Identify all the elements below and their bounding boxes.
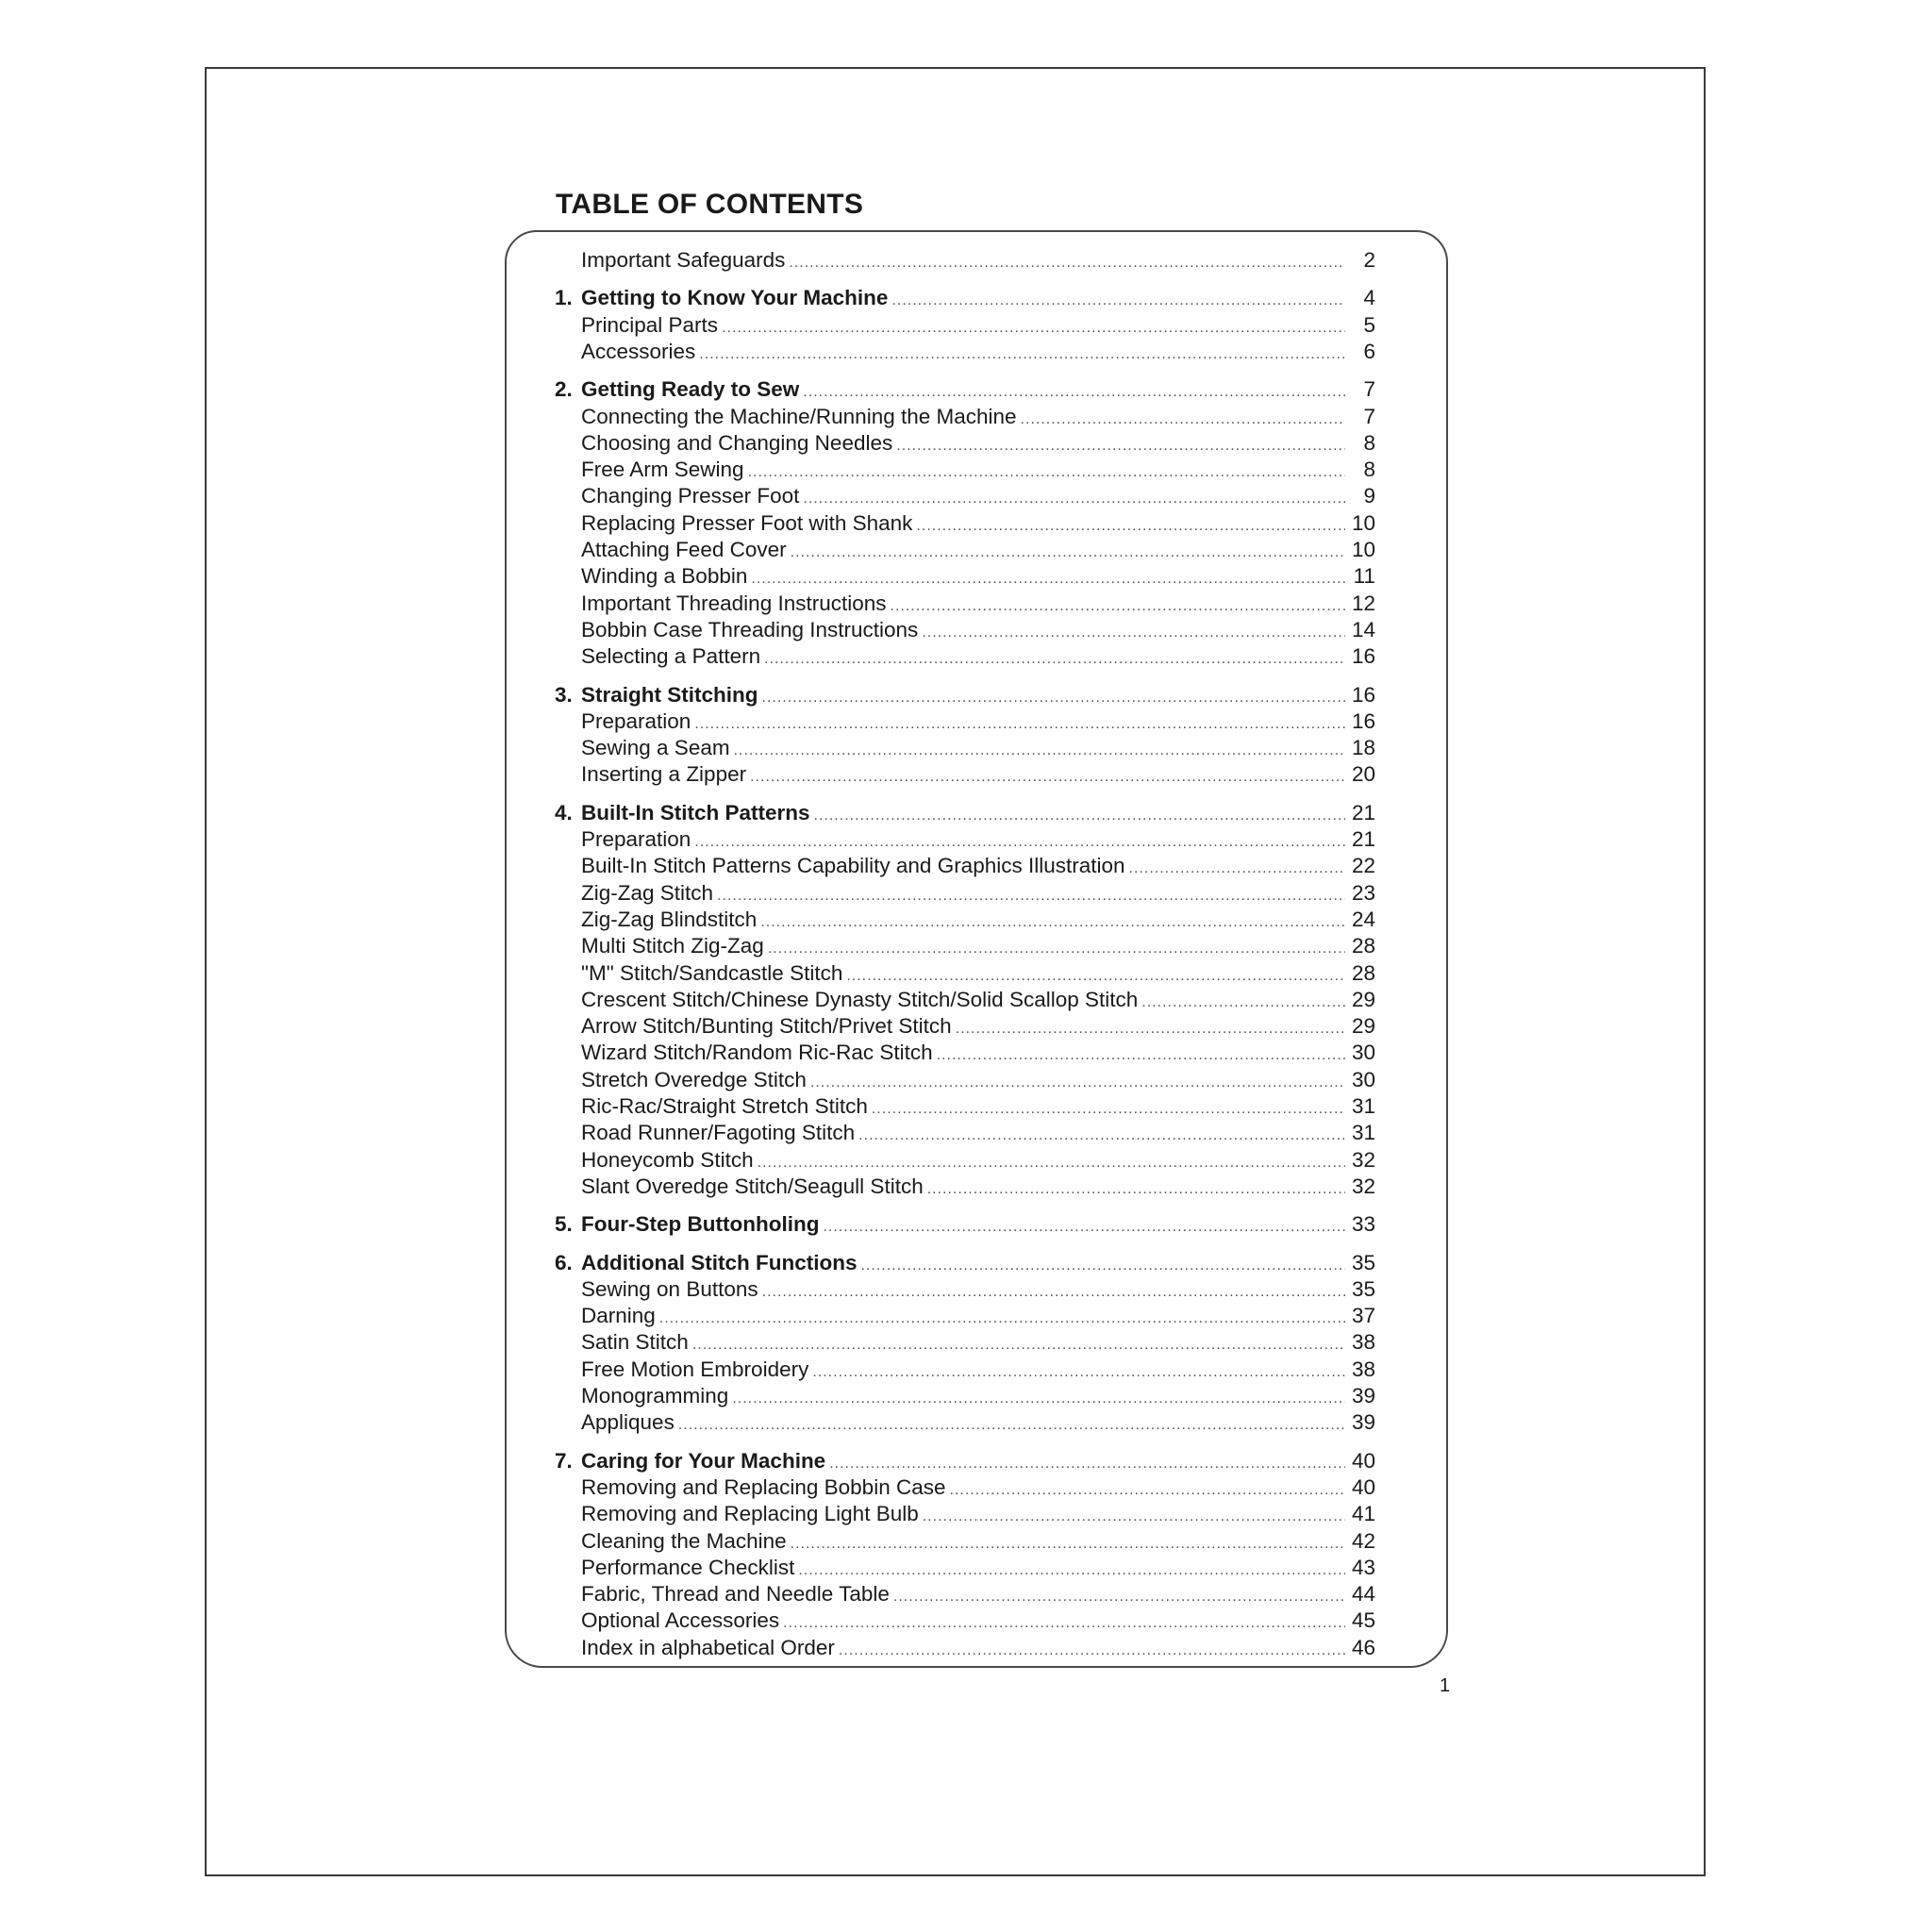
dot-leader [927,1176,1345,1203]
dot-leader [783,1610,1345,1637]
dot-leader [798,1557,1345,1584]
dot-leader [694,829,1345,856]
toc-chapter-number: 7. [555,1448,573,1473]
toc-page-number: 35 [1351,1250,1375,1274]
toc-page-number: 38 [1351,1330,1375,1355]
toc-entry-title: Wizard Stitch/Random Ric-Rac Stitch [581,1041,933,1065]
toc-entry-title: Preparation [581,708,691,733]
toc-entry-row [555,1329,1375,1356]
dot-leader [810,1070,1345,1096]
toc-page-number: 9 [1363,484,1375,508]
toc-entry-row [555,312,1375,339]
toc-entry-title: Performance Checklist [581,1555,795,1579]
toc-chapter-row [555,376,1375,403]
dot-leader [748,459,1345,486]
toc-entry-title: Sewing on Buttons [581,1276,758,1301]
toc-entry-title: Index in alphabetical Order [581,1635,835,1659]
toc-page-number: 5 [1363,312,1375,337]
toc-entry-title: Honeycomb Stitch [581,1147,754,1172]
toc-chapter-number: 3. [555,682,573,707]
toc-page-number: 44 [1351,1582,1375,1607]
toc-page-number: 8 [1363,430,1375,455]
toc-page-number: 6 [1363,339,1375,363]
toc-entry-title: Crescent Stitch/Chinese Dynasty Stitch/Solid Scallop Stitch [581,987,1139,1011]
toc-chapter-title: Getting to Know Your Machine [581,286,889,310]
dot-leader [1141,990,1345,1016]
toc-entry-row [555,907,1375,933]
dot-leader [762,1279,1345,1306]
toc-entry-row [555,1276,1375,1303]
toc-title: TABLE OF CONTENTS [556,189,864,220]
toc-entry-title: Zig-Zag Blindstitch [581,907,758,931]
toc-entry-title: Attaching Feed Cover [581,538,787,561]
dot-leader [734,738,1345,764]
toc-page-number: 33 [1351,1212,1375,1237]
toc-page-number: 23 [1351,880,1375,905]
toc-entry-row [555,960,1375,987]
toc-chapter-title: Built-In Stitch Patterns [581,800,810,824]
toc-page-number: 35 [1351,1276,1375,1301]
toc-page-number: 39 [1351,1384,1375,1407]
dot-leader [839,1638,1345,1664]
dot-leader [803,379,1345,406]
toc-entry-title: Inserting a Zipper [581,762,747,787]
toc-entry-row [555,1635,1375,1661]
dot-leader [872,1096,1345,1123]
toc-entry-title: Optional Accessories [581,1608,780,1633]
toc-page-number: 22 [1351,854,1375,878]
toc-entry-row [555,563,1375,590]
toc-entry-row [555,987,1375,1013]
toc-entry-title: Preparation [581,827,691,851]
toc-page-number: 7 [1363,404,1375,428]
toc-chapter-title: Straight Stitching [581,682,758,707]
dot-leader [923,1504,1345,1530]
dot-leader [717,883,1345,909]
dot-leader [803,486,1345,512]
toc-entry-title: Built-In Stitch Patterns Capability and Graphics Illustration [581,854,1125,878]
toc-page-number: 41 [1351,1502,1375,1526]
toc-entry-row [555,643,1375,670]
toc-entry-row [555,1474,1375,1501]
toc-entry-title: Monogramming [581,1384,729,1407]
toc-chapter-number: 5. [555,1212,573,1237]
toc-entry-row [555,1093,1375,1120]
toc-entry-title: Principal Parts [581,312,719,337]
toc-entry-title: Removing and Replacing Bobbin Case [581,1474,946,1499]
toc-entry-row [555,591,1375,617]
toc-entry-row [555,708,1375,735]
dot-leader [956,1016,1345,1042]
toc-entry-title: Free Motion Embroidery [581,1357,809,1381]
toc-entry-row [555,483,1375,509]
toc-entry-title: Darning [581,1304,656,1328]
toc-entry-title: Fabric, Thread and Needle Table [581,1582,890,1607]
toc-chapter-number: 6. [555,1250,573,1274]
toc-page-number: 28 [1351,960,1375,985]
toc-entry-row [555,617,1375,643]
toc-page-number: 18 [1351,736,1375,760]
toc-page-number: 38 [1351,1357,1375,1381]
toc-page-number: 31 [1351,1094,1375,1118]
toc-entry-title: Accessories [581,339,696,363]
toc-chapter-title: Four-Step Buttonholing [581,1212,820,1237]
toc-chapter-row [555,682,1375,708]
toc-entry-title: Cleaning the Machine [581,1528,787,1553]
dot-leader [699,341,1345,368]
toc-chapter-row [555,1211,1375,1238]
dot-leader [922,620,1345,646]
toc-entry-row [555,853,1375,879]
toc-page-number: 40 [1351,1448,1375,1473]
toc-page-number: 20 [1351,762,1375,787]
toc-page-number: 29 [1351,987,1375,1011]
toc-page-number: 30 [1351,1067,1375,1091]
toc-entry-title: Appliques [581,1410,675,1435]
dot-leader [694,711,1345,738]
dot-leader [1021,407,1345,433]
dot-leader [891,288,1345,314]
toc-entry-title: Winding a Bobbin [581,564,748,589]
dot-leader [751,566,1345,592]
toc-chapter-row [555,1448,1375,1474]
toc-entry-row [555,537,1375,563]
toc-entry-row [555,1581,1375,1607]
dot-leader [678,1412,1345,1439]
dot-leader [860,1253,1345,1279]
toc-entry-row [555,1067,1375,1093]
toc-entry-title: Bobbin Case Threading Instructions [581,617,919,641]
toc-page-number: 32 [1351,1174,1375,1198]
toc-page-number: 24 [1351,907,1375,931]
toc-entry-row [555,1303,1375,1329]
dot-leader [812,1359,1345,1386]
toc-page-number: 32 [1351,1147,1375,1172]
toc-entry-row [555,1120,1375,1146]
toc-entry-row [555,880,1375,907]
dot-leader [760,909,1345,936]
toc-page-number: 28 [1351,934,1375,958]
toc-chapter-row [555,800,1375,826]
toc-page-number: 10 [1351,538,1375,561]
dot-leader [768,936,1345,962]
toc-entry-title: Slant Overedge Stitch/Seagull Stitch [581,1174,924,1198]
toc-entry-row [555,1528,1375,1555]
toc-chapter-row [555,1250,1375,1276]
toc-chapter-number: 1. [555,286,573,310]
toc-page-number: 8 [1363,458,1375,482]
toc-entry-row [555,457,1375,483]
toc-chapter-title: Getting Ready to Sew [581,377,800,402]
toc-entry-title: "M" Stitch/Sandcastle Stitch [581,960,843,985]
toc-page-number: 10 [1351,510,1375,535]
dot-leader [896,433,1345,459]
dot-leader [791,540,1345,566]
dot-leader [950,1477,1346,1504]
toc-entry-title: Removing and Replacing Light Bulb [581,1502,919,1526]
dot-leader [659,1306,1345,1332]
toc-page-number: 7 [1363,377,1375,402]
toc-page-number: 39 [1351,1410,1375,1435]
page-number: 1 [1440,1675,1451,1696]
dot-leader [823,1214,1345,1241]
toc-entry-row [555,1555,1375,1581]
toc-entry-title: Important Safeguards [581,248,786,272]
dot-leader [722,315,1345,341]
dot-leader [762,685,1346,711]
toc-page-number: 4 [1363,286,1375,310]
toc-page-number: 21 [1351,827,1375,851]
toc-entry-row [555,510,1375,537]
dot-leader [789,250,1345,276]
toc-entry-title: Road Runner/Fagoting Stitch [581,1121,856,1145]
toc-entry-title: Connecting the Machine/Running the Machine [581,404,1017,428]
toc-entry-row [555,826,1375,853]
toc-entry-title: Ric-Rac/Straight Stretch Stitch [581,1094,868,1118]
toc-page-number: 11 [1353,564,1375,589]
toc-entry-row [555,933,1375,959]
toc-chapter-title: Additional Stitch Functions [581,1250,858,1274]
dot-leader [916,513,1345,540]
dot-leader [829,1451,1345,1477]
dot-leader [891,593,1345,620]
dot-leader [858,1123,1345,1149]
toc-entry-title: Arrow Stitch/Bunting Stitch/Privet Stitch [581,1014,952,1039]
toc-page-number: 42 [1351,1528,1375,1553]
toc-page-number: 30 [1351,1041,1375,1065]
toc-entry-row [555,430,1375,457]
dot-leader [750,764,1345,791]
toc-entry-row [555,1383,1375,1409]
toc-page-number: 12 [1351,591,1375,615]
toc-chapter-number: 4. [555,800,573,824]
toc-entry-row [555,1501,1375,1527]
toc-entry-row [555,339,1375,365]
toc-entry-row [555,1607,1375,1634]
toc-entry-title: Multi Stitch Zig-Zag [581,934,764,958]
toc-entry-row [555,761,1375,788]
toc-entry-row [555,247,1375,274]
toc-entry-title: Choosing and Changing Needles [581,430,893,455]
toc-entry-title: Free Arm Sewing [581,458,744,482]
dot-leader [1129,856,1345,882]
dot-leader [732,1386,1345,1412]
toc-page-number: 16 [1351,682,1375,707]
toc-entry-title: Changing Presser Foot [581,484,800,508]
toc-page-number: 31 [1351,1121,1375,1145]
toc-entry-row [555,1409,1375,1436]
toc-chapter-number: 2. [555,377,573,402]
toc-entry-title: Important Threading Instructions [581,591,887,615]
toc-entry-row [555,1147,1375,1174]
toc-entry-title: Replacing Presser Foot with Shank [581,510,913,535]
toc-entry-row [555,1040,1375,1066]
toc-page-number: 40 [1351,1474,1375,1499]
dot-leader [846,963,1345,990]
toc-page-number: 46 [1351,1635,1375,1659]
toc-entry-title: Satin Stitch [581,1330,689,1355]
dot-leader [791,1531,1345,1557]
toc-page-number: 14 [1351,617,1375,641]
toc-page-number: 37 [1351,1304,1375,1328]
toc-page-number: 2 [1363,248,1375,272]
toc-entry-title: Stretch Overedge Stitch [581,1067,807,1091]
dot-leader [893,1584,1345,1610]
toc-page-number: 29 [1351,1014,1375,1039]
dot-leader [692,1332,1345,1358]
toc-entry-title: Sewing a Seam [581,736,730,760]
toc-page-number: 16 [1351,644,1375,669]
toc-entry-row [555,735,1375,761]
toc-entry-row [555,1357,1375,1383]
toc-page-number: 45 [1351,1608,1375,1633]
toc-entry-row [555,1174,1375,1200]
dot-leader [764,646,1345,673]
toc-page-number: 43 [1351,1555,1375,1579]
toc-chapter-title: Caring for Your Machine [581,1448,826,1473]
dot-leader [937,1042,1345,1069]
dot-leader [758,1150,1345,1176]
dot-leader [814,803,1345,829]
toc-entry-title: Selecting a Pattern [581,644,761,669]
toc-entry-row [555,404,1375,430]
toc-page-number: 16 [1351,708,1375,733]
toc-chapter-row [555,285,1375,311]
toc-entry-title: Zig-Zag Stitch [581,880,714,905]
toc-entry-row [555,1013,1375,1040]
toc-page-number: 21 [1351,800,1375,824]
